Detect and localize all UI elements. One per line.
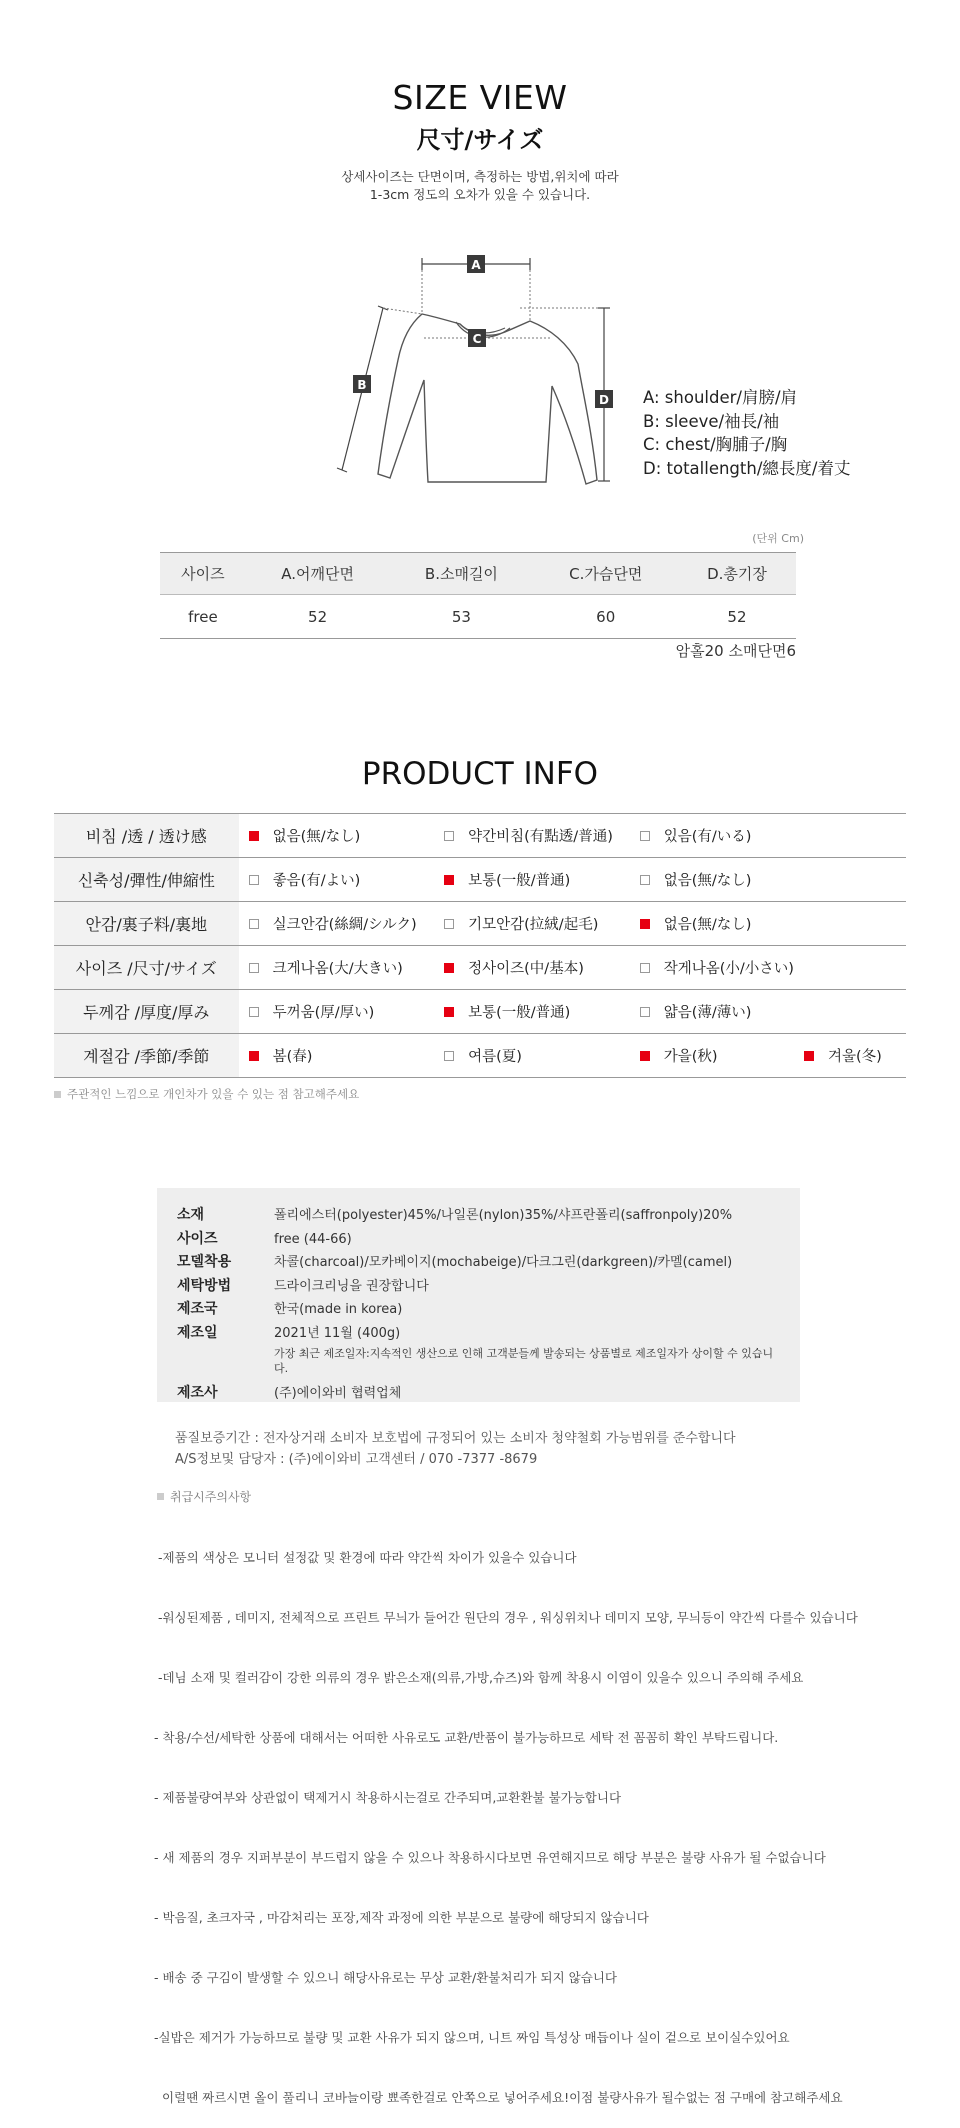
option-label: 정사이즈(中/基本) <box>468 961 584 977</box>
size-note-line-2: 1-3cm 정도의 오차가 있을 수 있습니다. <box>369 187 591 202</box>
spec-label: 제조일 <box>177 1324 218 1341</box>
caution-item: -워싱된제품 , 데미지, 전체적으로 프린트 무늬가 들어간 원단의 경우 , 워싱위치나 데미지 모양, 무늬등이 약간씩 다를수 있습니다 <box>154 1610 858 1625</box>
spec-row-model <box>177 1251 780 1275</box>
spec-label: 모델착용 <box>177 1254 232 1270</box>
checked-box-icon <box>249 831 259 841</box>
product-info-label: 비침 /透 / 透け感 <box>54 814 239 858</box>
option-label: 좋음(有/よい) <box>272 873 361 889</box>
quality-info <box>175 1428 736 1470</box>
unchecked-box-icon <box>640 831 650 841</box>
checked-box-icon <box>804 1051 814 1061</box>
product-info-option <box>434 858 630 902</box>
unchecked-box-icon <box>444 919 454 929</box>
option-label: 보통(一般/普通) <box>468 873 571 889</box>
spec-row-date <box>177 1322 780 1377</box>
size-table <box>160 552 796 639</box>
product-info-row <box>54 814 906 858</box>
measurement-legend <box>643 386 850 480</box>
product-info-label: 안감/裏子料/裏地 <box>54 902 239 946</box>
table-cell: free <box>160 595 246 639</box>
legend-item: D: totallength/總長度/着丈 <box>643 458 851 478</box>
product-info-option <box>630 858 794 902</box>
caution-item: -실밥은 제거가 가능하므로 불량 및 교환 사유가 되지 않으며, 니트 짜임 특성상 매듭이나 실이 겉으로 보이실수있어요 <box>154 2030 790 2045</box>
product-info-option <box>239 990 435 1034</box>
product-info-option <box>239 858 435 902</box>
unchecked-box-icon <box>249 919 259 929</box>
caution-item: - 새 제품의 경우 지퍼부분이 부드럽지 않을 수 있으나 착용하시다보면 유연해지므로 해당 부분은 불량 사유가 될 수없습니다 <box>154 1850 826 1865</box>
product-info-option <box>434 990 630 1034</box>
header-cell: D.총기장 <box>678 553 796 595</box>
unchecked-box-icon <box>444 1051 454 1061</box>
size-view-title: SIZE VIEW <box>392 78 568 117</box>
header-cell: A.어깨단면 <box>246 553 390 595</box>
option <box>444 957 584 978</box>
product-info-option <box>434 902 630 946</box>
empty-cell <box>794 990 906 1034</box>
spec-row-wash <box>177 1275 780 1299</box>
quality-line: 품질보증기간 : 전자상거래 소비자 보호법에 규정되어 있는 소비자 청약철회 가능범위를 준수합니다 <box>175 1431 736 1446</box>
product-info-option <box>434 1034 630 1078</box>
option <box>640 825 752 846</box>
spec-label: 제조국 <box>177 1301 218 1317</box>
spec-label: 세탁방법 <box>177 1277 232 1294</box>
as-info-line: A/S정보및 담당자 : (주)에이와비 고객센터 / 070 -7377 -8679 <box>175 1452 538 1467</box>
product-info-option <box>630 1034 794 1078</box>
unit-label: (단위 Cm) <box>752 532 804 545</box>
product-spec-box <box>157 1188 800 1402</box>
option-label: 실크안감(絲綢/シルク) <box>272 917 417 933</box>
spec-row-material <box>177 1204 780 1228</box>
product-info-option <box>434 814 630 858</box>
svg-text:B: B <box>357 378 367 392</box>
table-row <box>160 595 796 639</box>
spec-row-size <box>177 1228 780 1252</box>
caution-item: -제품의 색상은 모니터 설정값 및 환경에 따라 약간씩 차이가 있을수 있습니다 <box>154 1550 577 1565</box>
option <box>249 1045 313 1066</box>
product-info-option <box>239 814 435 858</box>
checked-box-icon <box>640 919 650 929</box>
unchecked-box-icon <box>640 1007 650 1017</box>
product-info-row <box>54 858 906 902</box>
size-view-note <box>0 168 960 204</box>
legend-item: C: chest/胸脯子/胸 <box>643 435 788 454</box>
spec-label: 소재 <box>177 1207 205 1223</box>
unchecked-box-icon <box>640 963 650 973</box>
table-cell: 53 <box>389 595 533 639</box>
caution-list <box>154 1508 954 2128</box>
product-info-note-text: 주관적인 느낌으로 개인차가 있을 수 있는 점 참고해주세요 <box>67 1087 360 1101</box>
table-cell: 60 <box>533 595 677 639</box>
spec-label: 제조사 <box>177 1385 218 1401</box>
option-label: 여름(夏) <box>468 1049 522 1065</box>
option-label: 기모안감(拉絨/起毛) <box>468 917 599 933</box>
option <box>804 1045 882 1066</box>
empty-cell <box>794 814 906 858</box>
unchecked-box-icon <box>249 963 259 973</box>
svg-text:C: C <box>472 332 482 346</box>
marker-c <box>468 329 486 347</box>
checked-box-icon <box>444 963 454 973</box>
unchecked-box-icon <box>249 1007 259 1017</box>
legend-item: B: sleeve/袖長/袖 <box>643 411 780 431</box>
option-label: 보통(一般/普通) <box>468 1005 571 1021</box>
bullet-square-icon <box>157 1493 164 1500</box>
header-cell: C.가슴단면 <box>533 553 677 595</box>
product-info-row <box>54 1034 906 1078</box>
spec-row-country <box>177 1298 780 1322</box>
option-label: 얇음(薄/薄い) <box>663 1005 752 1021</box>
size-view-subtitle: 尺寸/サイズ <box>416 126 544 154</box>
option-label: 봄(春) <box>272 1049 313 1065</box>
empty-cell <box>794 946 906 990</box>
svg-text:D: D <box>599 393 609 407</box>
spec-date-note: 가장 최근 제조일자:지속적인 생산으로 인해 고객분들께 발송되는 상품별로 제조일자가 상이할 수 있습니다. <box>274 1347 774 1375</box>
product-info-row <box>54 902 906 946</box>
spec-value: 한국(made in korea) <box>274 1302 403 1317</box>
marker-a <box>467 255 485 273</box>
spec-value: 차콜(charcoal)/모카베이지(mochabeige)/다크그린(darkgreen)/카멜(camel) <box>274 1255 733 1270</box>
product-info-note <box>54 1086 359 1102</box>
caution-title <box>157 1488 251 1505</box>
option-label: 없음(無/なし) <box>272 829 361 845</box>
caution-item: 이럴땐 짜르시면 올이 풀리니 코바늘이랑 뾰족한걸로 안쪽으로 넣어주세요!이점 불량사유가 될수없는 점 구매에 참고해주세요 <box>154 2090 843 2105</box>
caution-item: -데님 소재 및 컬러감이 강한 의류의 경우 밝은소재(의류,가방,슈즈)와 함께 착용시 이염이 있을수 있으니 주의해 주세요 <box>154 1670 804 1685</box>
option <box>640 957 794 978</box>
option <box>249 825 361 846</box>
header-cell: B.소매길이 <box>389 553 533 595</box>
caution-item: - 제품불량여부와 상관없이 택제거시 착용하시는걸로 간주되며,교환환불 불가능합니다 <box>154 1790 622 1805</box>
unchecked-box-icon <box>640 875 650 885</box>
checked-box-icon <box>444 875 454 885</box>
spec-value: 드라이크리닝을 권장합니다 <box>274 1278 429 1294</box>
spec-value: (주)에이와비 협력업체 <box>274 1386 402 1401</box>
table-cell: 52 <box>246 595 390 639</box>
option <box>640 869 752 890</box>
option-label: 겨울(冬) <box>827 1049 882 1065</box>
option <box>444 913 598 934</box>
empty-cell <box>794 902 906 946</box>
product-info-option <box>630 990 794 1034</box>
unchecked-box-icon <box>249 875 259 885</box>
option <box>640 913 752 934</box>
option <box>249 1001 375 1022</box>
svg-text:A: A <box>471 258 481 272</box>
option-label: 약간비침(有點透/普通) <box>468 829 613 845</box>
size-note-line-1: 상세사이즈는 단면이며, 측정하는 방법,위치에 따라 <box>341 169 619 184</box>
caution-item: - 배송 중 구김이 발생할 수 있으니 해당사유로는 무상 교환/환불처리가 되지 않습니다 <box>154 1970 617 1985</box>
product-info-table <box>54 813 906 1078</box>
product-info-row <box>54 990 906 1034</box>
empty-cell <box>794 858 906 902</box>
extra-measurements: 암홀20 소매단면6 <box>675 642 796 660</box>
product-info-option <box>434 946 630 990</box>
garment-measurement-diagram <box>320 248 620 492</box>
product-info-option <box>794 1034 906 1078</box>
option <box>249 869 361 890</box>
option-label: 있음(有/いる) <box>663 829 752 845</box>
option-label: 없음(無/なし) <box>663 873 752 889</box>
sweater-outline <box>378 314 597 484</box>
product-info-row <box>54 946 906 990</box>
header-cell: 사이즈 <box>160 553 246 595</box>
option <box>444 869 570 890</box>
product-info-option <box>239 902 435 946</box>
legend-item: A: shoulder/肩膀/肩 <box>643 388 798 407</box>
unchecked-box-icon <box>444 831 454 841</box>
option-label: 없음(無/なし) <box>663 917 752 933</box>
option-label: 작게나옴(小/小さい) <box>663 961 794 977</box>
option <box>444 825 613 846</box>
product-info-label: 두께감 /厚度/厚み <box>54 990 239 1034</box>
product-info-option <box>239 946 435 990</box>
checked-box-icon <box>249 1051 259 1061</box>
spec-value: free (44-66) <box>274 1231 352 1247</box>
option <box>640 1045 718 1066</box>
checked-box-icon <box>444 1007 454 1017</box>
option-label: 두꺼움(厚/厚い) <box>272 1005 375 1021</box>
checked-box-icon <box>640 1051 650 1061</box>
product-info-option <box>630 946 794 990</box>
caution-title-text: 취급시주의사항 <box>170 1490 252 1504</box>
option <box>249 957 403 978</box>
product-info-option <box>630 814 794 858</box>
caution-item: - 착용/수선/세탁한 상품에 대해서는 어떠한 사유로도 교환/반품이 불가능하므로 세탁 전 꼼꼼히 확인 부탁드립니다. <box>154 1730 779 1745</box>
product-info-label: 계절감 /季節/季節 <box>54 1034 239 1078</box>
size-table-header <box>160 553 796 595</box>
caution-item: - 박음질, 초크자국 , 마감처리는 포장,제작 과정에 의한 부분으로 불량에 해당되지 않습니다 <box>154 1910 649 1925</box>
product-info-label: 사이즈 /尺寸/サイズ <box>54 946 239 990</box>
product-info-title: PRODUCT INFO <box>361 756 599 792</box>
option <box>444 1001 570 1022</box>
table-cell: 52 <box>678 595 796 639</box>
product-info-option <box>630 902 794 946</box>
spec-value: 2021년 11월 (400g) <box>274 1325 401 1341</box>
product-info-label: 신축성/彈性/伸縮性 <box>54 858 239 902</box>
option <box>640 1001 752 1022</box>
marker-b <box>353 375 371 393</box>
marker-d <box>595 390 613 408</box>
spec-value: 폴리에스터(polyester)45%/나일론(nylon)35%/샤프란폴리(saffronpoly)20% <box>274 1208 733 1223</box>
option <box>249 913 417 934</box>
spec-label: 사이즈 <box>177 1230 218 1247</box>
spec-row-maker <box>177 1382 780 1406</box>
product-info-option <box>239 1034 435 1078</box>
option-label: 가을(秋) <box>663 1049 718 1065</box>
option <box>444 1045 522 1066</box>
bullet-square-icon <box>54 1091 61 1098</box>
option-label: 크게나옴(大/大きい) <box>272 961 403 977</box>
